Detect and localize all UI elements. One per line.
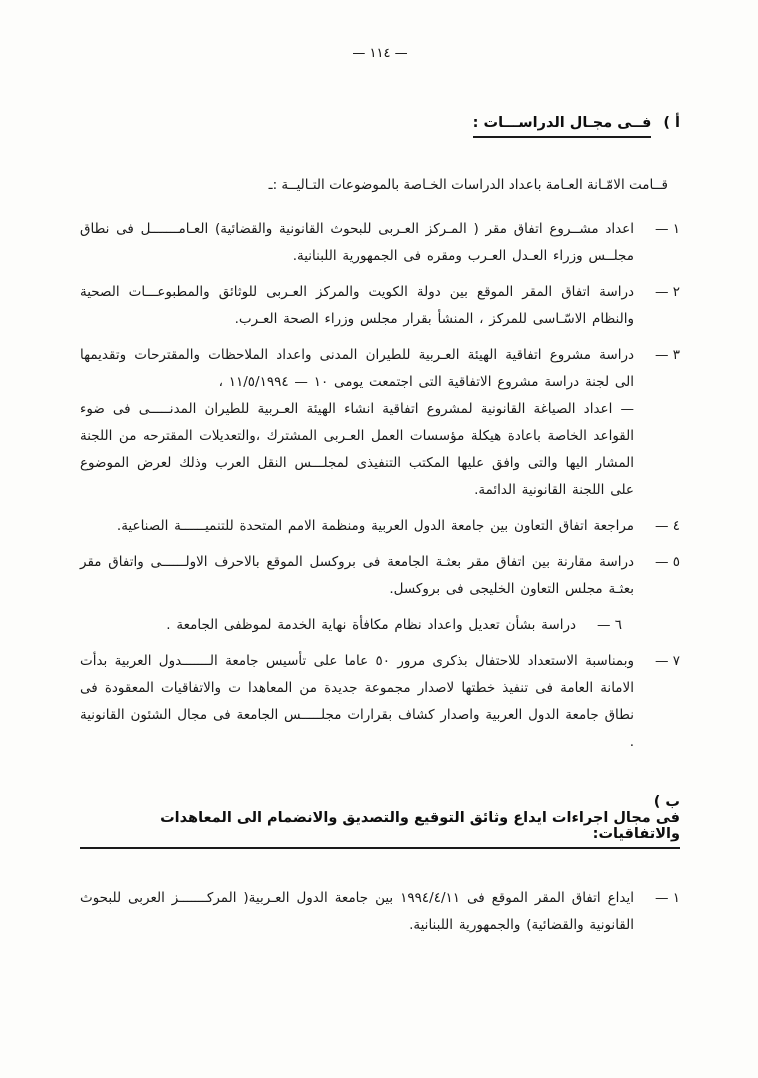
- item-paragraph: ايداع اتفاق المقر الموقع فى ١٩٩٤/٤/١١ بين جامعة الدول العـربية( المركـــــــز العربى للبحوث القانونية والقضائية) والجمهورية اللبنانية.: [80, 890, 634, 933]
- item-number: ٧ —: [654, 653, 680, 669]
- item-text: [80, 885, 634, 939]
- item-number: ١ —: [654, 890, 680, 906]
- section-b-title: فى مجال اجراءات ايداع وثائق التوقيع والتصديق والانضمام الى المعاهدات والاتفاقيات:: [80, 810, 680, 849]
- item-number: ١ —: [654, 221, 680, 237]
- item-paragraph: وبمناسبة الاستعداد للاحتفال بذكرى مرور ٥٠ عاما على تأسيس جامعة الـــــــدول العربية بدأت الامانة العامة فى تنفيذ خطتها لاصدار مجموعة جديدة من المعاهدا ت والاتفاقيات المعقودة فى نطاق جامعة الدول العربية واصدار كشاف بقرارات مجلـــــس الجامعة فى مجال الشئون القانونية .: [80, 653, 634, 750]
- item-paragraph: دراسة مقارنة بين اتفاق مقر بعثـة الجامعة فى بروكسل الموقع بالاحرف الاولــــــى واتفاق مقر بعثـة مجلس التعاون الخليجى فى بروكسل.: [80, 554, 634, 597]
- list-item: [80, 885, 680, 939]
- section-a-items: [80, 216, 680, 756]
- list-item: [80, 648, 680, 756]
- section-a-title: فــى مجـال الدراســـات :: [473, 115, 652, 138]
- section-b-label: ب ): [653, 794, 680, 810]
- item-paragraph: دراسة مشروع اتفاقية الهيئة العـربية للطيران المدنى واعداد الملاحظات والمقترحات وتقديمها الى لجنة دراسة مشروع الاتفاقية التى اجتمعت يومى ١٠ — ١١/٥/١٩٩٤ ،: [80, 347, 634, 390]
- item-paragraph: اعداد مشــروع اتفاق مقر ( المـركز العـربى للبحوث القانونية والقضائية) العـامـــــــل فى نطاق مجلــس وزراء العـدل العـرب ومقره فى الجمهورية اللبنانية.: [80, 221, 634, 264]
- item-text: [80, 549, 634, 603]
- item-paragraph: دراسة بشأن تعديل واعداد نظام مكافأة نهاية الخدمة لموظفى الجامعة .: [166, 617, 576, 633]
- item-number: ٤ —: [654, 518, 680, 534]
- item-text: [80, 612, 576, 639]
- item-text: [80, 279, 634, 333]
- section-deposits: [80, 794, 680, 939]
- list-item: [80, 216, 680, 270]
- item-text: [80, 513, 634, 540]
- list-item: [80, 549, 680, 603]
- section-b-items: [80, 885, 680, 939]
- item-number: ٢ —: [654, 284, 680, 300]
- list-item: [80, 513, 680, 540]
- item-paragraph: دراسة اتفاق المقر الموقع بين دولة الكويت والمركز العـربى للوثائق والمطبوعـــات الصحية والنظام الاسّـاسى للمركز ، المنشأ بقرار مجلس وزراء الصحة العـرب.: [80, 284, 634, 327]
- section-a-heading: [80, 115, 680, 138]
- section-a-label: أ ): [663, 115, 680, 131]
- item-paragraph: — اعداد الصياغة القانونية لمشروع اتفاقية انشاء الهيئة العـربية للطيران المدنـــــى فى ضوء القواعد الخاصة باعادة هيكلة مؤسسات العمل العـربى المشترك ،والتعديلات المقترحه من اللجنة المشار اليها والتى وافق عليها المكتب التنفيذى لمجلـــس النقل العرب وذلك لعرض الموضوع على اللجنة القانونية الدائمة.: [80, 401, 634, 498]
- item-paragraph: مراجعة اتفاق التعاون بين جامعة الدول العربية ومنظمة الامم المتحدة للتنميــــــة الصناعية.: [116, 518, 634, 534]
- item-text: [80, 216, 634, 270]
- item-text: [80, 342, 634, 504]
- section-studies: [80, 115, 680, 756]
- list-item: [80, 279, 680, 333]
- item-number: ٦ —: [596, 617, 622, 633]
- section-b-heading: [80, 794, 680, 849]
- page-number: — ١١٤ —: [352, 46, 408, 61]
- list-item: [80, 342, 680, 504]
- item-number: ٥ —: [654, 554, 680, 570]
- item-number: ٣ —: [654, 347, 680, 363]
- list-item: [80, 612, 622, 639]
- item-text: [80, 648, 634, 756]
- section-a-intro: قــامت الامّـانة العـامة باعداد الدراسات الخـاصة بالموضوعات التـاليــة :ـ: [268, 177, 668, 193]
